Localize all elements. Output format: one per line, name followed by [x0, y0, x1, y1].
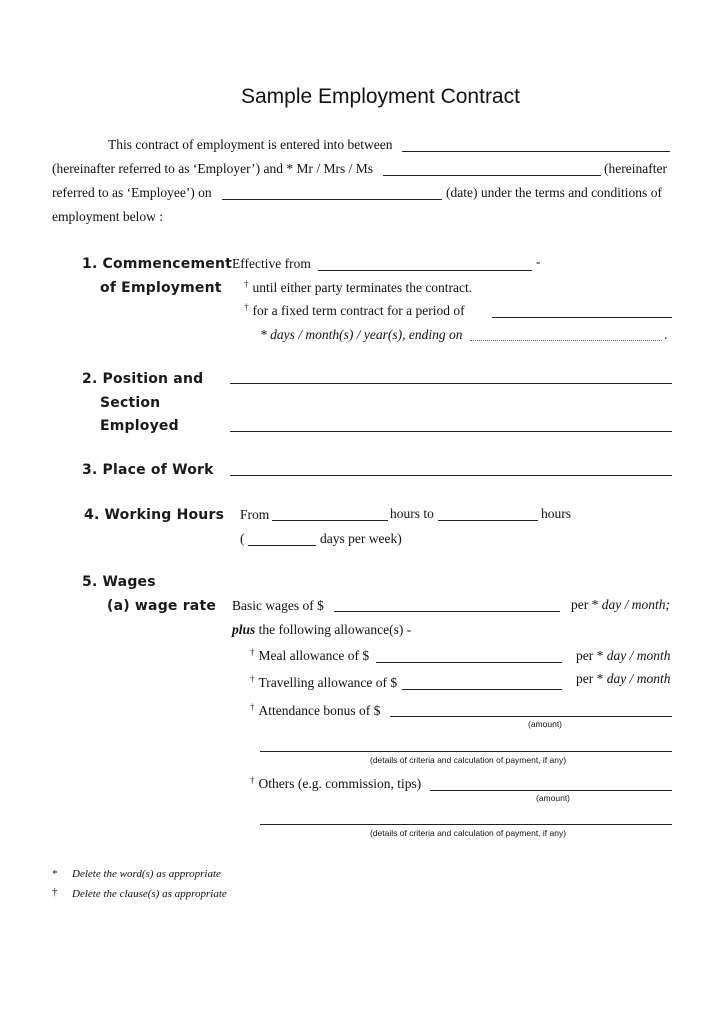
option-fixed-term[interactable]: [244, 303, 465, 319]
asterisk-symbol: *: [52, 868, 58, 880]
hours-to-label: hours to: [390, 506, 434, 521]
meal-allowance-option[interactable]: [250, 648, 369, 664]
basic-wages-unit: [571, 597, 670, 613]
footnote-words: Delete the word(s) as appropriate: [72, 868, 221, 880]
employer-name-field[interactable]: [402, 151, 670, 152]
effective-from-label: Effective from: [232, 256, 311, 271]
employee-name-field[interactable]: [383, 175, 601, 176]
section-1-heading: 1. Commencement: [82, 256, 232, 272]
days-per-week-field[interactable]: [248, 545, 316, 546]
intro-line-4: employment below :: [52, 209, 163, 224]
fixed-term-period-field[interactable]: [492, 317, 672, 318]
option-until-terminated-label: until either party terminates the contract.: [252, 280, 473, 295]
dagger-symbol: †: [250, 647, 255, 657]
travelling-allowance-option[interactable]: [250, 675, 397, 691]
details-caption: (details of criteria and calculation of payment, if any): [370, 828, 567, 838]
days-per-week-label: days per week): [320, 531, 402, 546]
dagger-symbol: †: [250, 775, 255, 785]
effective-from-field[interactable]: [318, 270, 532, 271]
meal-allowance-label: Meal allowance of $: [258, 648, 370, 663]
amount-caption: (amount): [528, 719, 563, 729]
term-unit-label: * days / month(s) / year(s), ending on: [260, 327, 463, 342]
details-caption: (details of criteria and calculation of payment, if any): [370, 755, 567, 765]
day-month-label: day / month: [606, 671, 671, 686]
position-field[interactable]: [230, 383, 672, 384]
attendance-bonus-option[interactable]: [250, 703, 380, 719]
attendance-bonus-label: Attendance bonus of $: [258, 703, 381, 718]
section-2-heading: 2. Position and: [82, 371, 204, 387]
hours-from-field[interactable]: [272, 520, 388, 521]
per-label: per *: [576, 671, 607, 686]
intro-line-1: This contract of employment is entered into between: [108, 137, 393, 152]
section-3-heading: 3. Place of Work: [82, 462, 214, 478]
section-field[interactable]: [230, 431, 672, 432]
travelling-allowance-label: Travelling allowance of $: [258, 675, 398, 690]
amount-caption: (amount): [536, 793, 571, 803]
section-1-heading-cont: of Employment: [100, 280, 222, 296]
dagger-symbol: †: [52, 886, 58, 898]
basic-wages-field[interactable]: [334, 611, 560, 612]
effective-from-dash: -: [536, 254, 541, 269]
others-amount-field[interactable]: [430, 790, 672, 791]
dagger-symbol: †: [250, 674, 255, 684]
day-month-label: day / month: [606, 648, 671, 663]
allowances-intro-label: the following allowance(s) -: [258, 622, 412, 637]
term-end-period: .: [664, 327, 668, 342]
meal-allowance-unit: [576, 648, 671, 664]
days-open-paren: (: [240, 531, 245, 546]
attendance-bonus-amount-field[interactable]: [390, 716, 672, 717]
others-details-field[interactable]: [260, 824, 672, 825]
intro-line-2-end: (hereinafter: [604, 161, 667, 176]
hours-from-label: From: [240, 507, 270, 522]
section-2-heading-cont: Section: [100, 395, 161, 411]
travelling-allowance-field[interactable]: [402, 689, 562, 690]
meal-allowance-field[interactable]: [376, 662, 562, 663]
per-label: per *: [571, 597, 602, 612]
dagger-symbol: †: [250, 702, 255, 712]
others-label: Others (e.g. commission, tips): [258, 776, 422, 791]
plus-label: plus: [232, 622, 256, 637]
allowances-intro: [232, 622, 411, 638]
section-2-heading-cont-2: Employed: [100, 418, 179, 434]
option-fixed-term-label: for a fixed term contract for a period of: [252, 303, 465, 318]
travelling-allowance-unit: [576, 671, 671, 687]
attendance-bonus-details-field[interactable]: [260, 751, 672, 752]
day-month-label: day / month;: [601, 597, 670, 612]
per-label: per *: [576, 648, 607, 663]
section-4-heading: 4. Working Hours: [84, 507, 225, 523]
contract-date-field[interactable]: [222, 199, 442, 200]
section-5-heading: 5. Wages: [82, 574, 156, 590]
basic-wages-label: Basic wages of $: [232, 598, 324, 613]
place-of-work-field[interactable]: [230, 475, 672, 476]
others-option[interactable]: [250, 776, 421, 792]
hours-label: hours: [541, 506, 571, 521]
intro-line-3-end: (date) under the terms and conditions of: [446, 185, 662, 200]
page-title: Sample Employment Contract: [241, 85, 520, 108]
term-end-date-field[interactable]: [470, 340, 662, 341]
option-until-terminated[interactable]: [244, 280, 472, 296]
wage-rate-heading: (a) wage rate: [107, 598, 217, 614]
dagger-symbol: †: [244, 302, 249, 312]
intro-line-3: referred to as ‘Employee’) on: [52, 185, 212, 200]
footnote-clauses: Delete the clause(s) as appropriate: [72, 888, 227, 900]
intro-line-2: (hereinafter referred to as ‘Employer’) and * Mr / Mrs / Ms: [52, 161, 374, 176]
dagger-symbol: †: [244, 279, 249, 289]
hours-to-field[interactable]: [438, 520, 538, 521]
